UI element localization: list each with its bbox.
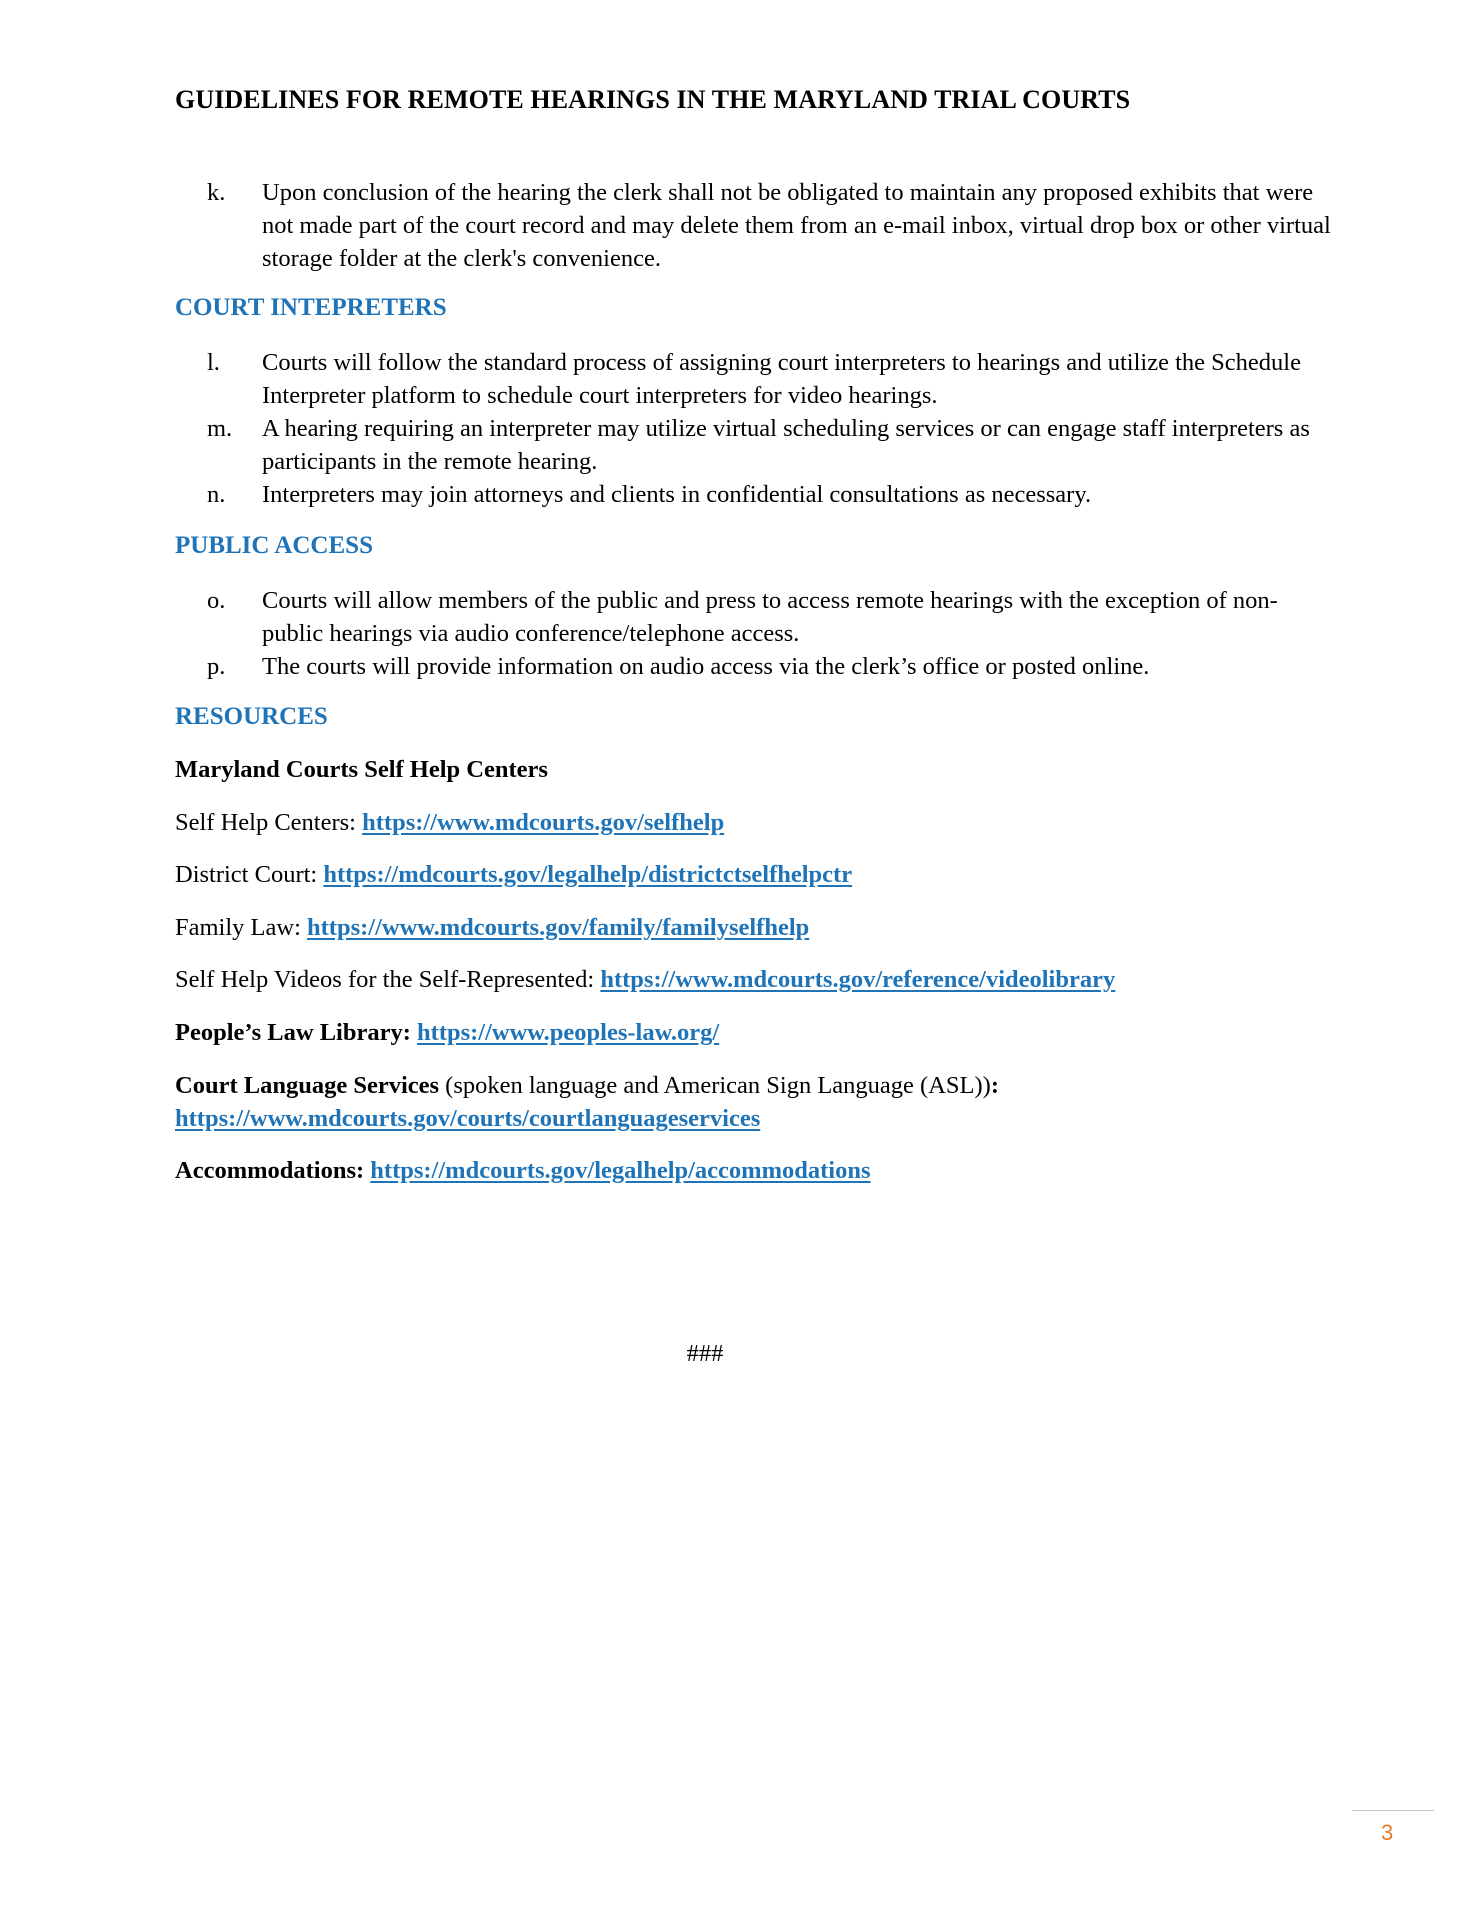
page-number: 3 [1381, 1820, 1394, 1845]
resource-note: (spoken language and American Sign Language (ASL)) [439, 1072, 991, 1099]
section-heading-court-interpreters: COURT INTEPRETERS [175, 294, 447, 321]
self-help-videos-link[interactable]: https://www.mdcourts.gov/reference/videolibrary [600, 966, 1116, 993]
resource-district-court [175, 858, 852, 891]
family-law-link[interactable]: https://www.mdcourts.gov/family/familyselfhelp [307, 914, 810, 941]
list-item-p [175, 650, 1335, 683]
list-item-text: A hearing requiring an interpreter may utilize virtual scheduling services or can engage staff interpreters as participants in the remote hearing. [262, 415, 1310, 475]
list-item-text: Upon conclusion of the hearing the clerk shall not be obligated to maintain any proposed exhibits that were not made part of the court record and may delete them from an e-mail inbox, virtual drop box or other virtual storage folder at the clerk's convenience. [262, 179, 1331, 272]
section-heading-resources: RESOURCES [175, 703, 328, 730]
peoples-law-library-link[interactable]: https://www.peoples-law.org/ [417, 1019, 720, 1046]
accommodations-link[interactable]: https://mdcourts.gov/legalhelp/accommodations [370, 1157, 871, 1184]
list-item-text: Courts will follow the standard process of assigning court interpreters to hearings and utilize the Schedule Interpreter platform to schedule court interpreters for video hearings. [262, 349, 1301, 409]
resource-label: Court Language Services [175, 1072, 440, 1099]
list-marker: n. [207, 481, 226, 508]
list-marker: m. [207, 415, 233, 442]
resource-self-help-videos [175, 963, 1115, 996]
resource-court-language-services [175, 1069, 999, 1135]
district-court-link[interactable]: https://mdcourts.gov/legalhelp/districtctselfhelpctr [323, 861, 853, 888]
resource-peoples-law-library [175, 1016, 719, 1049]
list-item-text: Courts will allow members of the public and press to access remote hearings with the exception of non-public hearings via audio conference/telephone access. [262, 587, 1278, 647]
page-title: GUIDELINES FOR REMOTE HEARINGS IN THE MARYLAND TRIAL COURTS [175, 85, 1131, 114]
resource-accommodations [175, 1154, 871, 1187]
end-mark: ### [686, 1340, 724, 1367]
resource-label: Self Help Videos for the Self-Represented: [175, 966, 601, 993]
court-language-services-link[interactable]: https://www.mdcourts.gov/courts/courtlanguageservices [175, 1105, 761, 1132]
resource-label: District Court: [175, 861, 324, 888]
resource-label: People’s Law Library: [175, 1019, 418, 1046]
list-item-text: The courts will provide information on audio access via the clerk’s office or posted online. [262, 653, 1150, 680]
list-marker: k. [207, 179, 226, 206]
self-help-heading: Maryland Courts Self Help Centers [175, 756, 548, 783]
list-marker: p. [207, 653, 226, 680]
list-item-n [175, 478, 1335, 511]
footer-divider [1352, 1810, 1434, 1811]
resource-colon: : [990, 1072, 999, 1099]
resource-label: Family Law: [175, 914, 308, 941]
resource-family-law [175, 911, 809, 944]
list-marker: o. [207, 587, 226, 614]
list-marker: l. [207, 349, 220, 376]
section-heading-public-access: PUBLIC ACCESS [175, 532, 373, 559]
resource-label: Accommodations: [175, 1157, 371, 1184]
list-item-m [175, 412, 1335, 478]
resource-self-help-centers [175, 806, 724, 839]
resource-label: Self Help Centers: [175, 809, 363, 836]
list-item-text: Interpreters may join attorneys and clients in confidential consultations as necessary. [262, 481, 1092, 508]
list-item-o [175, 584, 1335, 650]
list-item-l [175, 346, 1335, 412]
self-help-centers-link[interactable]: https://www.mdcourts.gov/selfhelp [362, 809, 725, 836]
list-item-k [175, 176, 1335, 275]
